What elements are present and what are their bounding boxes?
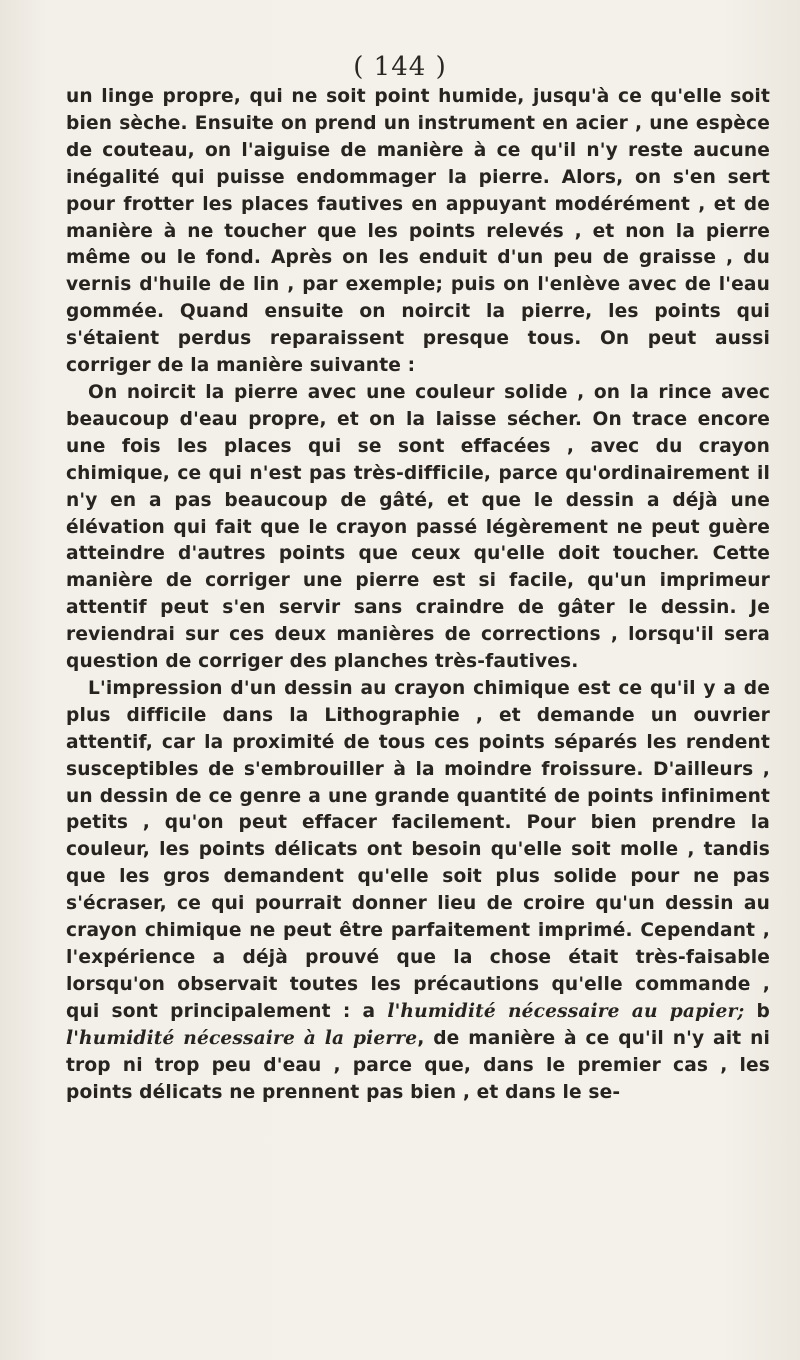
- paragraph-1: un linge propre, qui ne soit point humide, jusqu'à ce qu'elle soit bien sèche. Ensuite on prend un instrument en acier , une espèce de couteau, on l'aiguise de manière à ce qu'il n'y reste aucune inégalité qui puisse endommager la pierre. Alors, on s'en sert pour frotter les places fautives en appuyant modérément , et de manière à ne toucher que les points relevés , et non la pierre même ou le fond. Après on les enduit d'un peu de graisse , du vernis d'huile de lin , par exemple; puis on l'enlève avec de l'eau gommée. Quand ensuite on noircit la pierre, les points qui s'étaient perdus reparaissent presque tous. On peut aussi corriger de la manière suivante :: [66, 86, 770, 377]
- paragraph-3-text-after: , de manière à ce qu'il n'y ait ni trop ni trop peu d'eau , parce que, dans le premier cas , les points délicats ne prennent pas bien , et dans le se-: [66, 1027, 770, 1103]
- body-text: [66, 84, 770, 1106]
- italic-phrase-a: l'humidité nécessaire au papier;: [387, 1000, 745, 1022]
- paragraph-3-text-mid: b: [744, 1000, 770, 1022]
- paragraph-3-text-before: L'impression d'un dessin au crayon chimique est ce qu'il y a de plus difficile dans la Lithographie , et demande un ouvrier attentif, car la proximité de tous ces points séparés les rendent susceptibles de s'embrouiller à la moindre froissure. D'ailleurs , un dessin de ce genre a une grande quantité de points infiniment petits , qu'on peut effacer facilement. Pour bien prendre la couleur, les points délicats ont besoin qu'elle soit molle , tandis que les gros demandent qu'elle soit plus solide pour ne pas s'écraser, ce qui pourrait donner lieu de croire qu'un dessin au crayon chimique ne peut être parfaitement imprimé. Cependant , l'expérience a déjà prouvé que la chose était très-faisable lorsqu'on observait toutes les précautions qu'elle commande , qui sont principalement : a: [66, 677, 770, 1022]
- paragraph-3: [66, 676, 770, 1107]
- page-number: ( 144 ): [353, 52, 447, 82]
- italic-phrase-b: l'humidité nécessaire à la pierre: [66, 1027, 418, 1049]
- paragraph-2: On noircit la pierre avec une couleur solide , on la rince avec beaucoup d'eau propre, et on la laisse sécher. On trace encore une fois les places qui se sont effacées , avec du crayon chimique, ce qui n'est pas très-difficile, parce qu'ordinairement il n'y en a pas beaucoup de gâté, et que le dessin a déjà une élévation qui fait que le crayon passé légèrement ne peut guère atteindre d'autres points que ceux qu'elle doit toucher. Cette manière de corriger une pierre est si facile, qu'un imprimeur attentif peut s'en servir sans craindre de gâter le dessin. Je reviendrai sur ces deux manières de corrections , lorsqu'il sera question de corriger des planches très-fautives.: [66, 381, 770, 673]
